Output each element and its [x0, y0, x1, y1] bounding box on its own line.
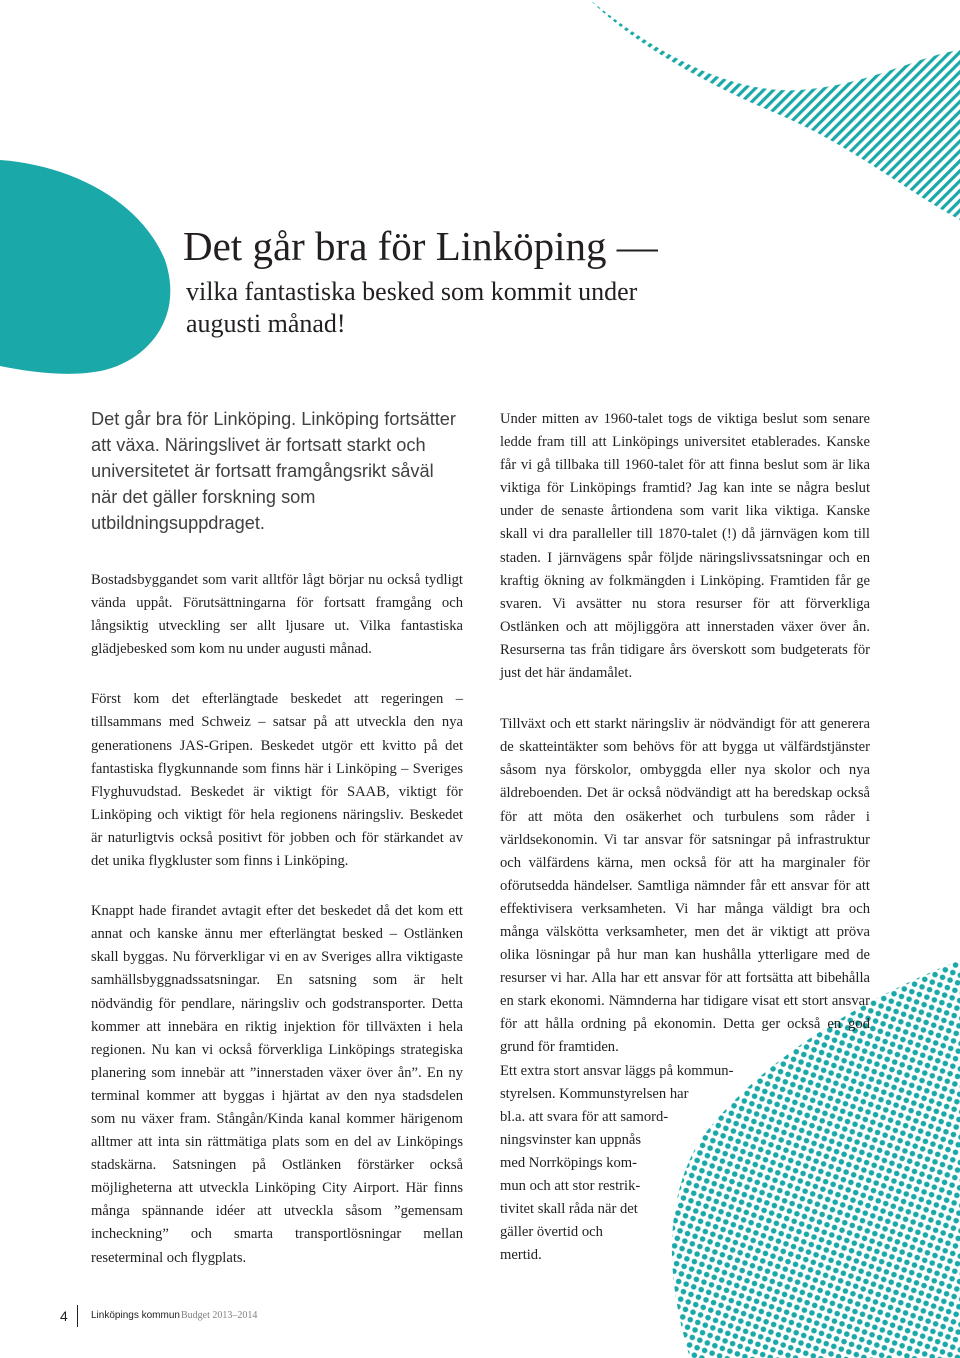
lead-paragraph: Det går bra för Linköping. Linköping fortsätter att växa. Näringslivet är fortsatt starkt och universitetet är fortsatt framgångsrikt såväl när det gäller forskning som utbildningsuppdraget. — [91, 409, 456, 533]
body-paragraph: Knappt hade firandet avtagit efter det beskedet då det kom ett annat och kanske ännu mer efterlängtat besked – Ostlänken skall byggas. Nu förverkligar vi en av Sveriges allra viktigaste samhällsbyggnadssatsningar. En satsning som är helt nödvändig för pendlare, näringsliv och godstransporter. Detta kommer att innebära en riktig injektion för tillväxten i hela regionen. Nu kan vi också förverkliga Linköpings strategiska planering som innebär att ”innerstaden växer över ån”. En ny terminal kommer att byggas i hjärtat av den nya stadsdelen som nu växer fram. Stångån/Kinda kanal kommer härigenom alltmer att inta sin rättmätiga plats som en del av Linköpings stadskärna. Satsningen på Ostlänken förstärker också möjligheterna att utveckla Linköping City Airport. Här finns många spännande idéer att utveckla såsom ”gemensam incheckning” och smarta transportlösningar mellan reseterminal och flygplats. — [91, 903, 463, 1266]
page-footer — [0, 1305, 960, 1329]
body-paragraph: Först kom det efterlängtade beskedet att regeringen – tillsammans med Schweiz – satsar på att utveckla den nya generationens JAS-Gripen. Beskedet utgör ett kvitto på det fantastiska flygkunnande som finns här i Linköping – Sveriges Flyghuvudstad. Beskedet är viktigt för SAAB, viktigt för Linköping och viktigt för hela regionens näringsliv. Beskedet är naturligtvis också positivt för jobben och för stärkandet av det unika flygkluster som finns i Linköping. — [91, 691, 463, 870]
page-number: 4 — [60, 1308, 68, 1324]
shaped-text-block — [500, 1060, 870, 1268]
shaped-line: styrelsen. Kommunstyrelsen har — [500, 1085, 689, 1102]
footer-subtitle: Budget 2013–2014 — [181, 1310, 258, 1321]
shaped-line: mertid. — [500, 1247, 542, 1264]
shaped-line: bl.a. att svara för att samord- — [500, 1108, 669, 1125]
shaped-line: ningsvinster kan uppnås — [500, 1131, 642, 1148]
teal-wave-shape — [0, 160, 170, 374]
body-paragraph: Tillväxt och ett starkt näringsliv är nödvändigt för att generera de skatteintäkter som behövs för att bygga ut välfärdstjänster såsom nya förskolor, ombyggda eller nya skolor och nya äldreboenden. Det är också nödvändigt att ha beredskap också för att möta den osäkerhet och turbulens som råder i världsekonomin. Vi tar ansvar för satsningar på infrastruktur och välfärdens kärna, men också för att ha marginaler för oförutsedda händelser. Samtliga nämnder får ett ansvar för att effektivisera verksamheten. Vi har många väldigt bra och många välskötta verksamheter, men det är viktigt att pröva olika lösningar på hur man kan hushålla ytterligare med de resurser vi har. Alla har ett ansvar för att fortsätta att bibehålla en stark ekonomi. Nämnderna har tidigare visat ett stort ansvar för att hålla ordning på ekonomin. Detta ger också en god grund för framtiden. — [500, 716, 870, 1056]
striped-wave-shape — [590, 0, 960, 220]
footer-divider — [77, 1305, 78, 1327]
right-column — [500, 408, 870, 1267]
title-block — [183, 222, 803, 340]
shaped-line: gäller övertid och — [500, 1224, 603, 1241]
page-title: Det går bra för Linköping — — [183, 223, 658, 269]
body-paragraph: Bostadsbyggandet som varit alltför lågt börjar nu också tydligt vända uppåt. Förutsättningarna för fortsatt framgång och långsiktig utveckling ser allt ljusare ut. Vilka fantastiska glädjebesked som kom nu under augusti månad. — [91, 572, 463, 658]
body-paragraph: Under mitten av 1960-talet togs de viktiga beslut som senare ledde fram till att Linköpings universitet etablerades. Kanske får vi gå tillbaka till 1960-talet för att finna beslut som är lika viktiga för Linköpings framtid? Jag kan inte se några beslut under de senaste årtiondena som varit lika viktiga. Kanske skall vi dra paralleller till 1870-talet (!) då järnvägen kom till staden. I järnvägens spår följde näringslivssatsningar och en kraftig ökning av folkmängden i Linköping. Framtiden får ge svaren. Vi avsätter nu stora resurser för att förverkliga Ostlänken och att möjliggöra att innerstaden växer över ån. Resurserna tas från tidigare års överskott som budgeterats för just det här ändamålet. — [500, 411, 870, 682]
shaped-line: med Norrköpings kom- — [500, 1154, 638, 1171]
shaped-line: Ett extra stort ansvar läggs på kommun- — [500, 1062, 734, 1079]
footer-brand: Linköpings kommun — [91, 1310, 180, 1321]
shaped-line: mun och att stor restrik- — [500, 1178, 641, 1194]
shaped-line: tivitet skall råda när det — [500, 1201, 638, 1218]
page-subtitle: vilka fantastiska besked som kommit under augusti månad! — [186, 277, 638, 338]
left-column — [91, 406, 463, 1297]
